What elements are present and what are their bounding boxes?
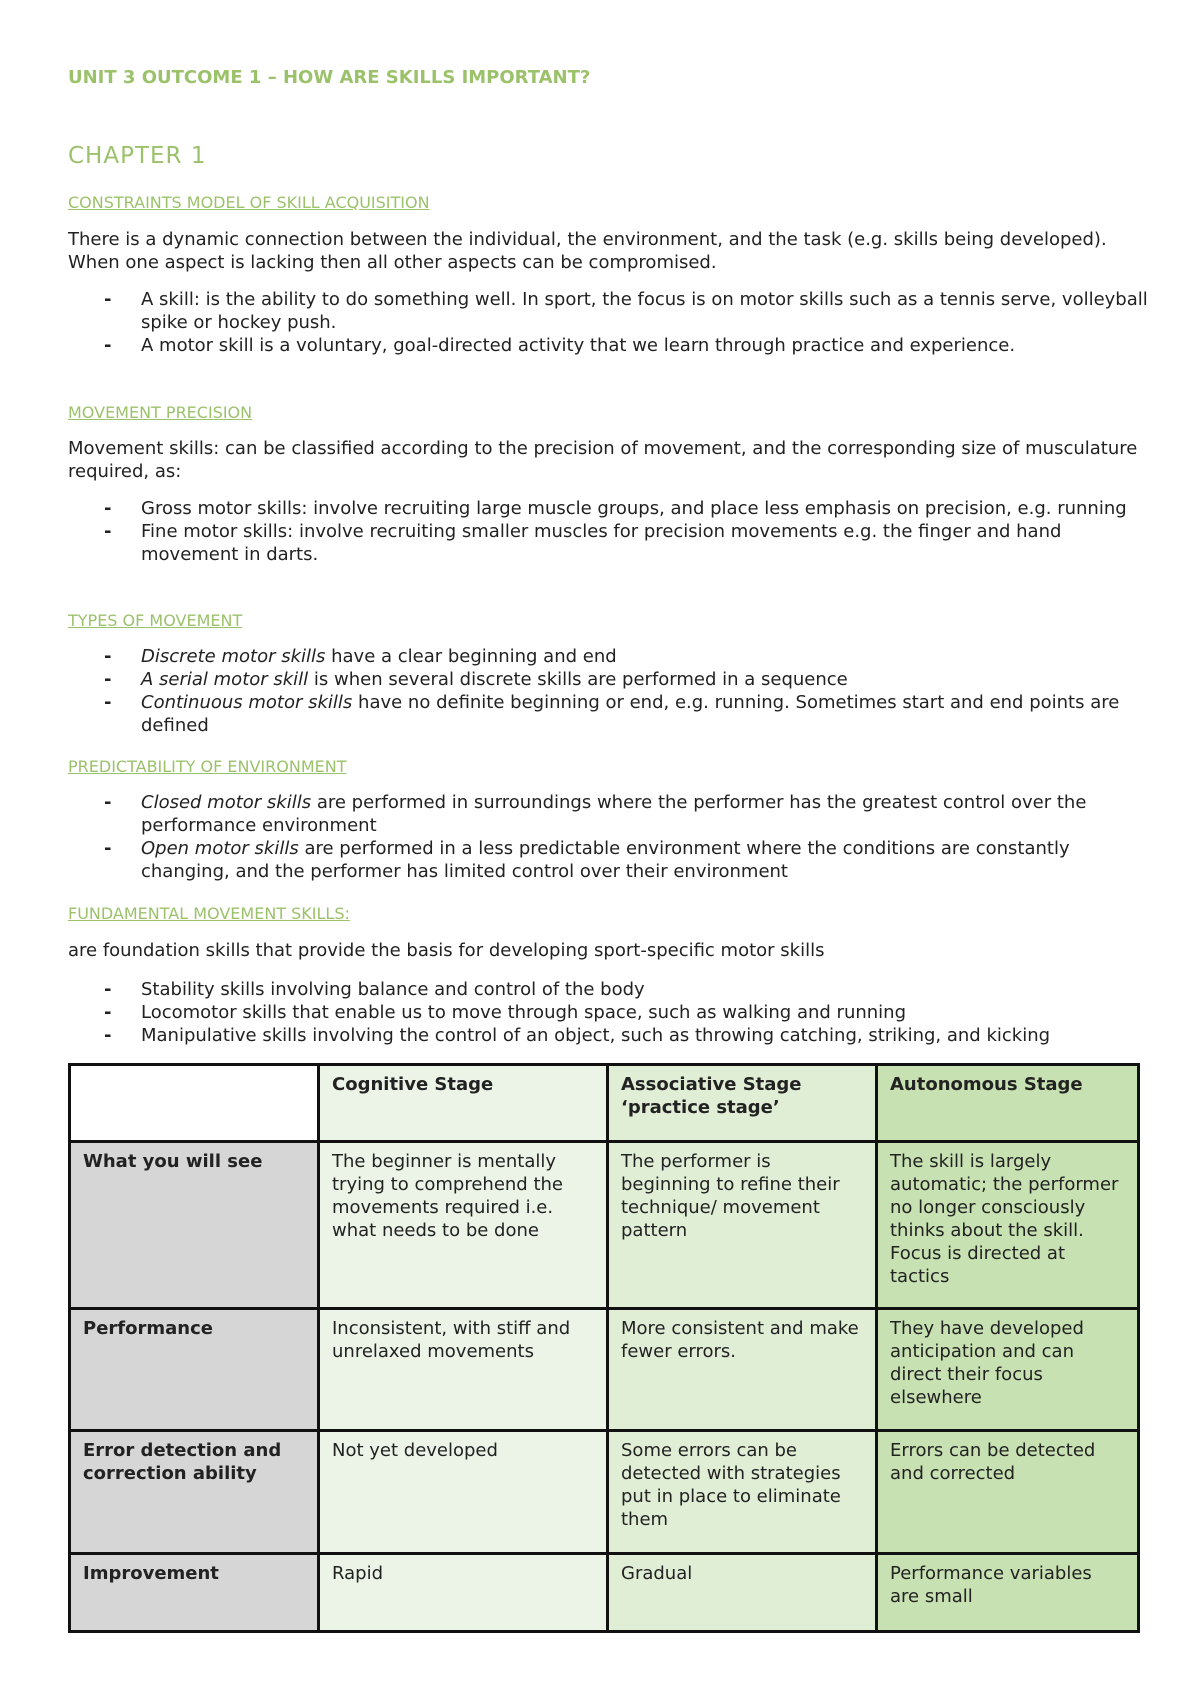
types-list (68, 645, 1148, 737)
list-item: - Locomotor skills that enable us to move through space, such as walking and running (104, 1002, 906, 1023)
dash-bullet: - (104, 335, 112, 356)
predictability-list (68, 791, 1148, 883)
table-cell: The beginner is mentally trying to comprehend the movements required i.e. what needs to be done (319, 1142, 608, 1309)
predictability-body (68, 791, 1148, 883)
table-header-associative: Associative Stage ‘practice stage’ (608, 1065, 877, 1142)
list-item: - Gross motor skills: involve recruiting large muscle groups, and place less emphasis on precision, e.g. running (104, 498, 1127, 519)
types-heading: TYPES OF MOVEMENT (68, 611, 243, 630)
learning-stages-table (68, 1063, 1140, 1633)
table-header-cognitive: Cognitive Stage (319, 1065, 608, 1142)
table-cell: Errors can be detected and corrected (877, 1431, 1139, 1554)
table-cell: Not yet developed (319, 1431, 608, 1554)
list-item: - A serial motor skill is when several discrete skills are performed in a sequence (104, 669, 848, 690)
list-item: - Continuous motor skills have no definite beginning or end, e.g. running. Sometimes start and end points are defined (104, 692, 1120, 736)
table-row (70, 1431, 1139, 1554)
dash-bullet: - (104, 979, 112, 1000)
table-cell: Rapid (319, 1554, 608, 1632)
fundamental-body (68, 939, 1148, 1047)
list-item: - Stability skills involving balance and control of the body (104, 979, 645, 1000)
constraints-heading: CONSTRAINTS MODEL OF SKILL ACQUISITION (68, 193, 430, 212)
constraints-list (68, 288, 1148, 357)
dash-bullet: - (104, 1025, 112, 1046)
precision-intro: Movement skills: can be classified according to the precision of movement, and the corresponding size of musculature required, as: (68, 438, 1138, 482)
list-item: - Open motor skills are performed in a less predictable environment where the conditions are constantly changing, and the performer has limited control over their environment (104, 838, 1070, 882)
predictability-heading: PREDICTABILITY OF ENVIRONMENT (68, 757, 347, 776)
predictability-section (68, 755, 1148, 778)
table-cell: Performance variables are small (877, 1554, 1139, 1632)
list-item: - Closed motor skills are performed in surroundings where the performer has the greatest control over the performance environment (104, 792, 1087, 836)
list-item: - Discrete motor skills have a clear beginning and end (104, 646, 617, 667)
table-row (70, 1309, 1139, 1431)
dash-bullet: - (104, 289, 112, 310)
list-item: - Manipulative skills involving the control of an object, such as throwing catching, striking, and kicking (104, 1025, 1051, 1046)
table-header-empty (70, 1065, 319, 1142)
dash-bullet: - (104, 1002, 112, 1023)
dash-bullet: - (104, 521, 112, 542)
dash-bullet: - (104, 692, 112, 713)
constraints-section (68, 191, 1148, 214)
constraints-intro: There is a dynamic connection between the individual, the environment, and the task (e.g. skills being developed). When one aspect is lacking then all other aspects can be compromised. (68, 229, 1107, 273)
chapter-title: CHAPTER 1 (68, 143, 207, 169)
list-item: - A skill: is the ability to do something well. In sport, the focus is on motor skills such as a tennis serve, volleyball spike or hockey push. (104, 289, 1148, 333)
table-header-autonomous: Autonomous Stage (877, 1065, 1139, 1142)
dash-bullet: - (104, 646, 112, 667)
dash-bullet: - (104, 792, 112, 813)
row-label: Performance (70, 1309, 319, 1431)
table-cell: The performer is beginning to refine their technique/ movement pattern (608, 1142, 877, 1309)
precision-list (68, 497, 1148, 566)
precision-body (68, 437, 1148, 566)
table-cell: They have developed anticipation and can direct their focus elsewhere (877, 1309, 1139, 1431)
table-header-row (70, 1065, 1139, 1142)
dash-bullet: - (104, 669, 112, 690)
dash-bullet: - (104, 498, 112, 519)
row-label: Improvement (70, 1554, 319, 1632)
table-cell: The skill is largely automatic; the performer no longer consciously thinks about the skill. Focus is directed at tactics (877, 1142, 1139, 1309)
row-label: What you will see (70, 1142, 319, 1309)
fundamental-list (68, 978, 1148, 1047)
fundamental-heading: FUNDAMENTAL MOVEMENT SKILLS: (68, 904, 350, 923)
list-item: - A motor skill is a voluntary, goal-directed activity that we learn through practice and experience. (104, 335, 1016, 356)
types-body (68, 645, 1148, 737)
table-row (70, 1142, 1139, 1309)
precision-heading: MOVEMENT PRECISION (68, 403, 253, 422)
fundamental-intro: are foundation skills that provide the basis for developing sport-specific motor skills (68, 940, 825, 961)
types-section (68, 609, 1148, 632)
table-cell: More consistent and make fewer errors. (608, 1309, 877, 1431)
constraints-body (68, 228, 1148, 357)
fundamental-section (68, 902, 1148, 925)
unit-title: UNIT 3 OUTCOME 1 – HOW ARE SKILLS IMPORTANT? (68, 67, 591, 88)
table-cell: Gradual (608, 1554, 877, 1632)
dash-bullet: - (104, 838, 112, 859)
table-cell: Inconsistent, with stiff and unrelaxed movements (319, 1309, 608, 1431)
table-row (70, 1554, 1139, 1632)
table-cell: Some errors can be detected with strategies put in place to eliminate them (608, 1431, 877, 1554)
list-item: - Fine motor skills: involve recruiting smaller muscles for precision movements e.g. the finger and hand movement in darts. (104, 521, 1062, 565)
precision-section (68, 401, 1148, 424)
row-label: Error detection and correction ability (70, 1431, 319, 1554)
